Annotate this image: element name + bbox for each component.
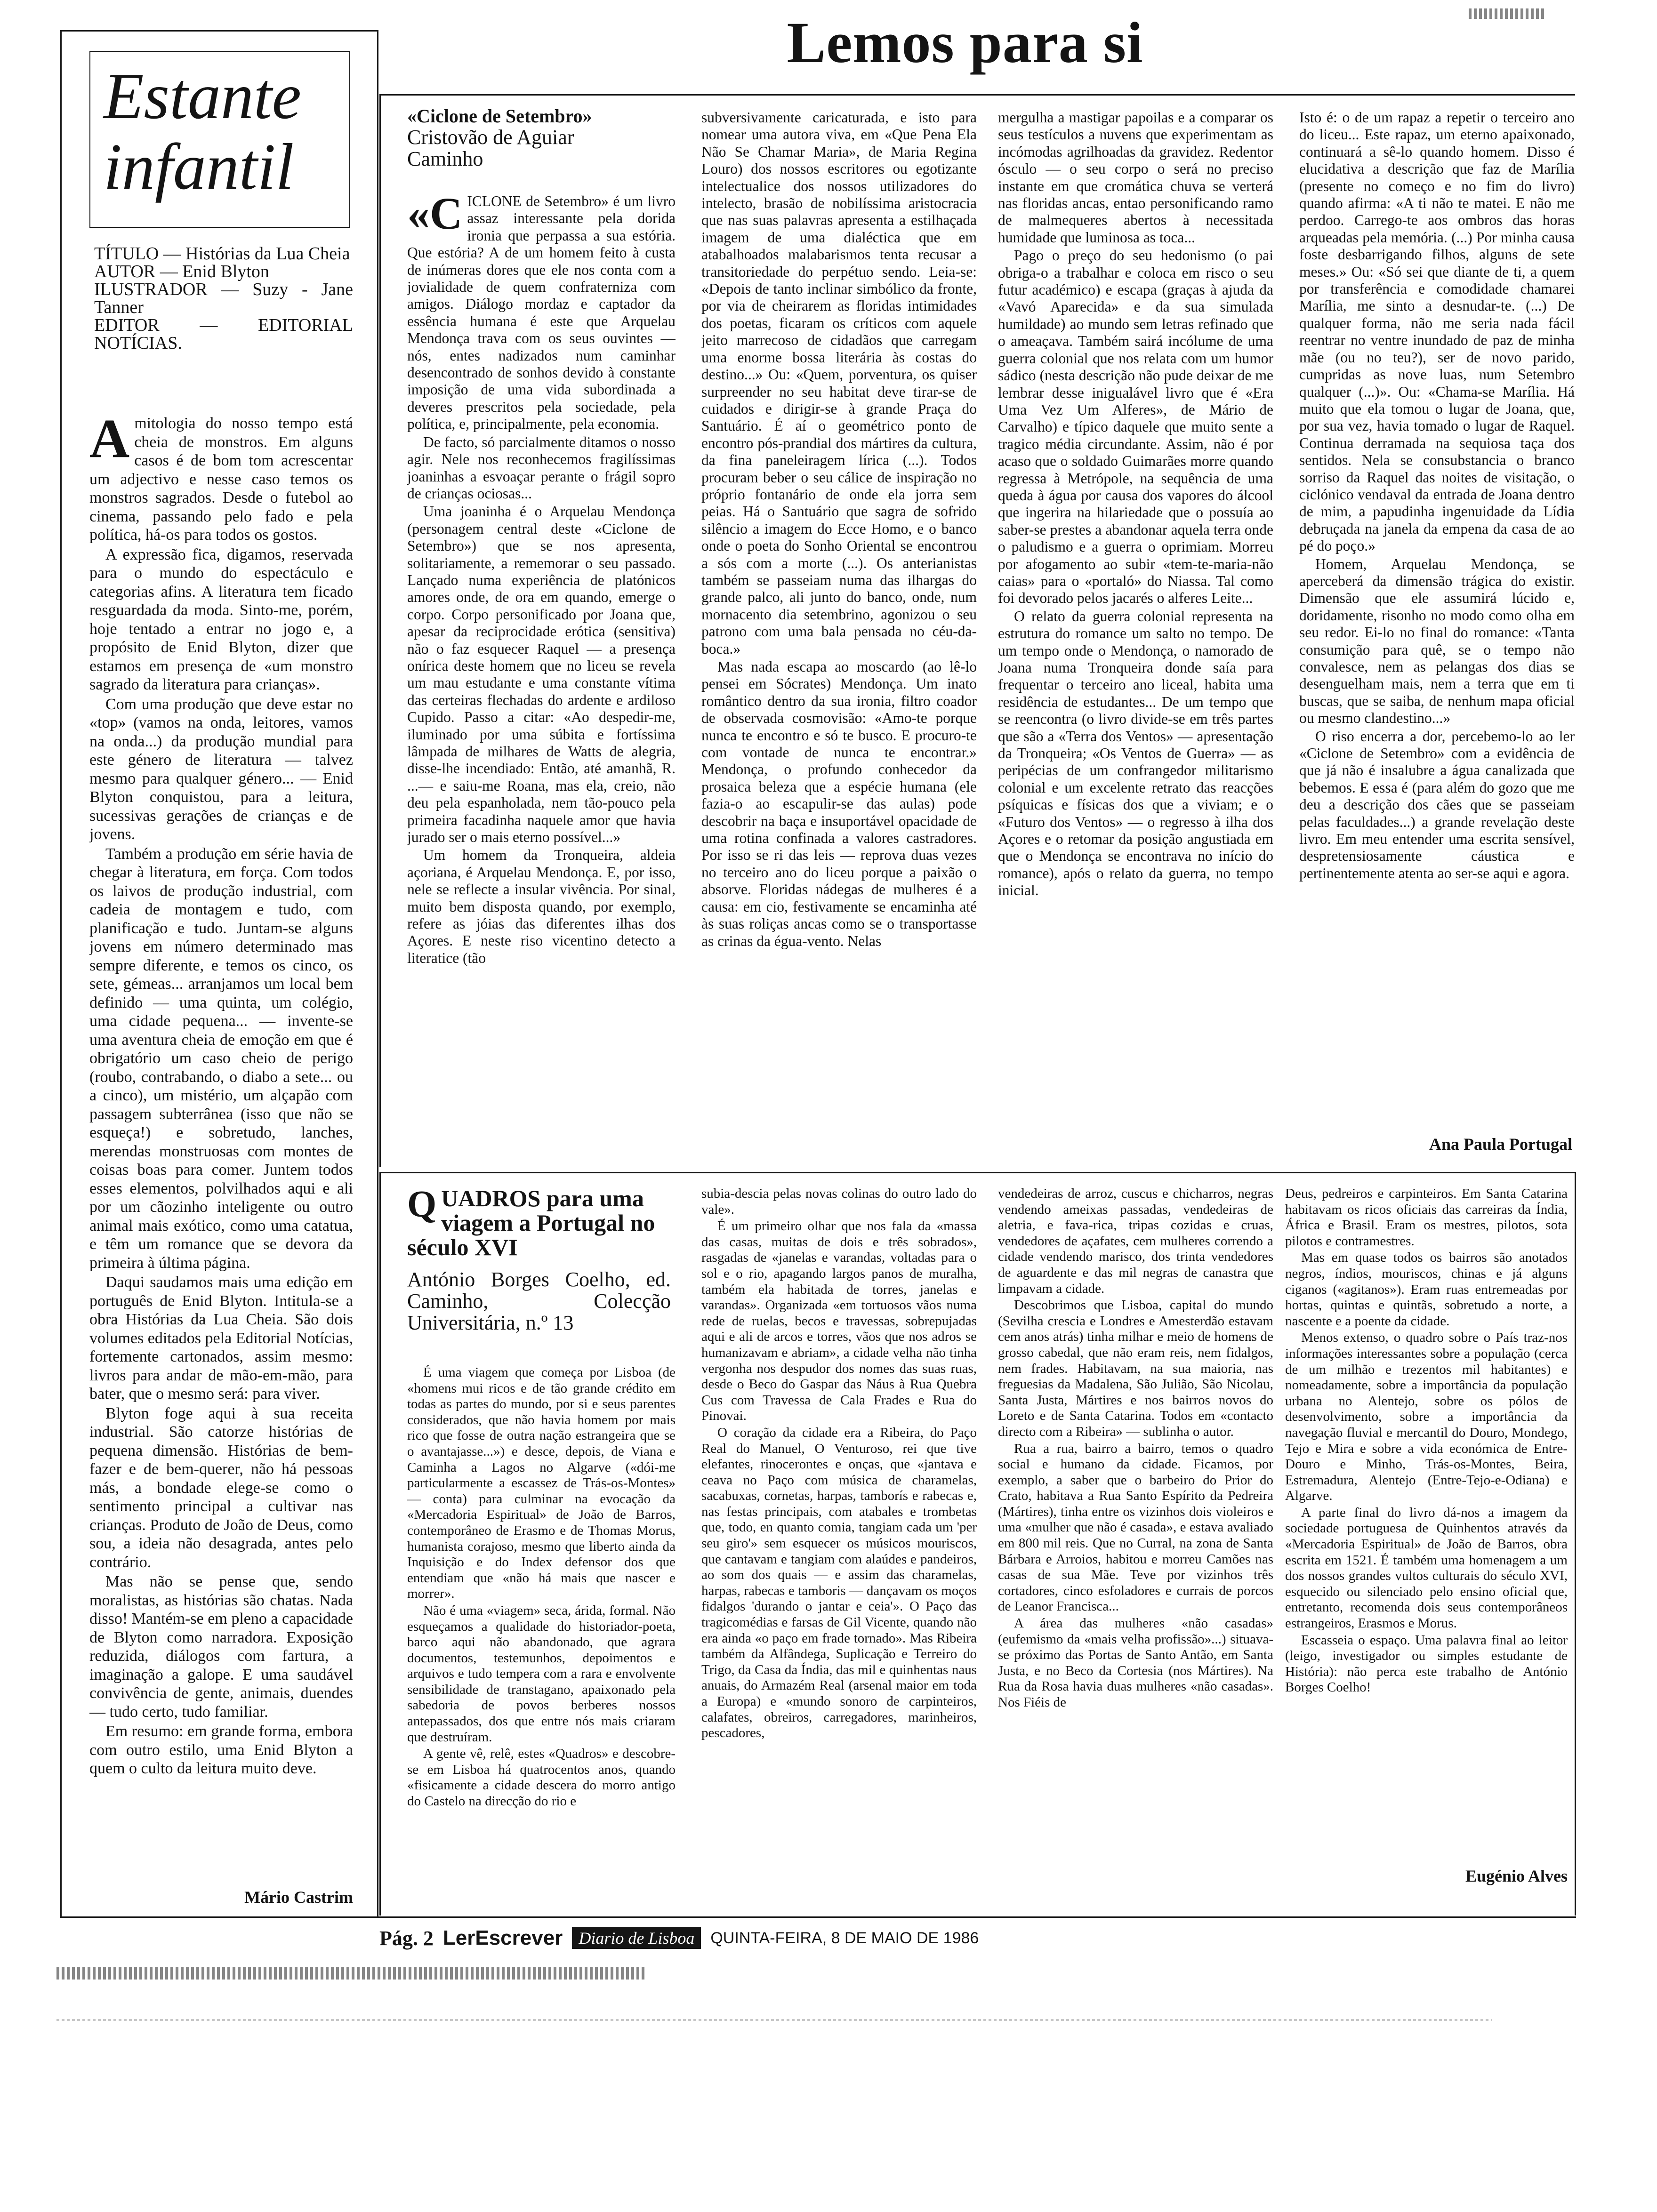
article-paragraph: Isto é: o de um rapaz a repetir o terceiro ano do liceu... Este rapaz, um eterno apaixonado, continuará a sê-lo quando homem. Disso é elucidativa a descrição que faz de Marília (presente no começo e no fim do livro) quando afirma: «A ti não te matei. E não me perdoo. Carrego-te aos ombros das horas arqueadas pela memória. (...) Por minha causa foste desbarrigando filhos, alguns de sete meses.» Ou: «Só sei que diante de ti, a quem por transferência e comodidade chamarei Marília, me sinto a desnudar-te. (...) De qualquer forma, não me seria nada fácil reentrar no ventre inundado de paz de minha mãe (ou no teu?), ser de novo parido, cumpridas as nove luas, num Setembro qualquer (...)». Ou: «Chama-se Marília. Há muito que ela tomou o lugar de Joana, que, por sua vez, havia tomado o lugar de Raquel. Continua derramada na sequiosa taça dos sentidos. Nela se consubstancia o branco sorriso da Raquel das noites de visitação, o ciclónico vendaval da entrada de Joana dentro de mim, a papudinha ingenuidade da Lídia debruçada na janela da empena da casa de ao pé do poço.» [1299, 109, 1575, 554]
author-signature: Mário Castrim [244, 1888, 353, 1907]
book-author-field: AUTOR — Enid Blyton [94, 262, 269, 281]
book-author: Cristovão de Aguiar [407, 126, 574, 149]
section-name: LerEscrever [442, 1926, 563, 1949]
author-signature: Eugénio Alves [1465, 1867, 1568, 1885]
ciclone-column-4 [1299, 109, 1575, 1130]
article-paragraph: Daqui saudamos mais uma edição em português de Enid Blyton. Intitula-se a obra Histórias da Lua Cheia. São dois volumes editados pela Editorial Notícias, fortemente cartonados, assim mesmo: livros para andar de mão-em-mão, para bater, que o mesmo será: para viver. [89, 1274, 353, 1403]
article-paragraph: Também a produção em série havia de chegar à literatura, em força. Com todos os laivos de produção industrial, com cadeia de montagem e tudo, com planificação e tudo. Juntam-se alguns jovens em número determinado mas sempre diferente, e temos os cinco, os sete, gémeas... arranjamos um local bem definido — uma quinta, um colégio, uma cidade pequena... — invente-se uma aventura cheia de emoção em que é obrigatório um caso cheio de perigo (roubo, contrabando, o diabo a sete... ou a cinco), um mistério, um alçapão com passagem subterrânea (isso que não se esqueça!) e sobretudo, lanches, merendas monstruosas com montes de coisas boas para comer. Juntem todos esses elementos, polvilhados aqui e ali por um cãozinho inteligente ou outro animal mais exótico, como uma catatua, e têm um romance que se devora da primeira à última página. [89, 845, 353, 1272]
article-paragraph: mitologia do nosso tempo está cheia de monstros. Em alguns casos é de bom tom acrescentar um adjectivo e nesse caso temos os monstros sagrados. Desde o futebol ao cinema, passando pelo fado e pela política, há-os para todos os gostos. [89, 415, 353, 544]
quadros-heading [407, 1186, 671, 1337]
article-paragraph: Mas em quase todos os bairros são anotados negros, índios, mouriscos, chinas e já alguns ciganos («agitanos»). Eram ruas entremeadas por hortas, quintas e quintãs, sobretudo a norte, a nascente e a poente da cidade. [1285, 1250, 1568, 1329]
article-paragraph: vendedeiras de arroz, cuscus e chicharros, negras vendendo ameixas passadas, vendedeiras de aletria, e fava-rica, tripas cozidas e cruas, vendedores de açafates, cem mulheres correndo a cidade vendendo marisco, dos trinta vendedores de aguardente e das mil negras de canastra que limpavam a cidade. [998, 1186, 1273, 1296]
book-publisher: Caminho [407, 147, 483, 170]
article-paragraph: Rua a rua, bairro a bairro, temos o quadro social e humano da cidade. Ficamos, por exemplo, a saber que o barbeiro do Prior do Crato, habitava a Rua Santo Espírito da Pedreira (Mártires), tinha entre os vizinhos dois violeiros e uma «mulher que não é casada», e estava avaliado em 800 mil reis. Que no Curral, na zona de Santa Bárbara e Arroios, habitou e morreu Camões nas casas de sua Mãe. Teve por vizinhos três cortadores, cinco esfoladores e currais de porcos de Leanor Francisca... [998, 1441, 1273, 1614]
drop-cap: Q [407, 1184, 437, 1225]
issue-date: QUINTA-FEIRA, 8 DE MAIO DE 1986 [710, 1929, 979, 1947]
drop-cap: «C [407, 193, 463, 239]
article-paragraph: A gente vê, relê, estes «Quadros» e descobre-se em Lisboa há quatrocentos anos, quando «fisicamente a cidade descera do morro antigo do Castelo na direcção do rio e [407, 1746, 676, 1809]
article-paragraph: Uma joaninha é o Arquelau Mendonça (personagem central deste «Ciclone de Setembro») que se nos apresenta, solitariamente, a rememorar o seu passado. Lançado numa experiência de platónicos amores onde, de ora em quando, emerge o corpo. Corpo personificado por Joana que, apesar da reciprocidade erótica (sensitiva) não o faz esquecer Raquel — a presença onírica deste homem que no liceu se revela um mau estudante e uma constante vítima das certeiras flechadas do ardente e ardiloso Cupido. Passo a citar: «Ao despedir-me, iluminado por uma súbita e fortíssima lâmpada de milhares de Watts de alegria, disse-lhe incendiado: Então, até amanhã, R. ...— e saiu-me Roana, mas ela, creio, não deu pela espanholada, nem tão-pouco pela primeira facadinha naquele amor que havia jurado ser o mais eterno possível...» [407, 503, 676, 846]
page-headline: Lemos para si [787, 10, 1143, 75]
footer-rule [60, 1916, 1576, 1918]
divider [379, 94, 381, 1167]
drop-cap: A [89, 414, 130, 469]
article-paragraph: Um homem da Tronqueira, aldeia açoriana, é Arquelau Mendonça. E, por isso, nele se reflecte a insular vivência. Por sinal, muito bem disposta quando, por exemplo, refere as jóias das diferentes ilhas dos Açores. E neste riso vicentino detecto a literatice (tão [407, 847, 676, 966]
book-record [94, 245, 353, 400]
divider [379, 1172, 381, 1915]
divider [1575, 1172, 1576, 1915]
article-paragraph: É um primeiro olhar que nos fala da «massa das casas, muitas de dois e três sobrados», rasgadas de «janelas e varandas, voltadas para o sol e o rio, apagando largos panos de muralha, também ela habitada de torres, janelas e varandas». Organizada «em tortuosos vãos numa rede de ruelas, becos e travessas, sobrepujadas aqui e ali de arcos e torres, vãos que nos adros se humanizavam e abriam», a cidade velha não tinha vergonha nos despudor dos nomes das suas ruas, desde o Beco do Gaspar das Náus à Rua Quebra Cus com Travessa de Cala Frades e Rua do Pinovai. [701, 1218, 977, 1424]
ciclone-column-2 [701, 109, 977, 1159]
article-paragraph: Menos extenso, o quadro sobre o País traz-nos informações interessantes sobre a população (cerca de um milhão e trezentos mil habitantes) e nomeadamente, sobre a importância da população urbana no Alentejo, sobre os pólos de desenvolvimento, sobre a importância da navegação fluvial e mercantil do Douro, Mondego, Tejo e Mira e sobre a vida económica de Entre-Douro e Minho, Trás-os-Montes, Beira, Estremadura, Alentejo (Entre-Tejo-e-Odiana) e Algarve. [1285, 1330, 1568, 1504]
book-title: «Ciclone de Setembro» [407, 105, 592, 127]
article-paragraph: Homem, Arquelau Mendonça, se aperceberá da dimensão trágica do existir. Dimensão que ele assumirá lúcido e, doridamente, risonho no modo como olha em seu redor. Ei-lo no final do romance: «Tanta consumição para quê, se o tempo não convalesce, nem as pelangas dos dias se desenguelham mais, nem a terra que em ti buscas, que se saiba, de nenhum mapa oficial ou mesmo clandestino...» [1299, 555, 1575, 727]
ciclone-column-3 [998, 109, 1273, 1159]
quadros-column-4 [1285, 1186, 1568, 1864]
book-details: António Borges Coelho, ed. Caminho, Colecção Universitária, n.º 13 [407, 1268, 671, 1334]
article-paragraph: Em resumo: em grande forma, embora com outro estilo, uma Enid Blyton a quem o culto da leitura muito deve. [89, 1723, 353, 1777]
book-illustrator-field: ILUSTRADOR — Suzy - Jane Tanner [94, 280, 353, 317]
newspaper-masthead: Diario de Lisboa [572, 1927, 701, 1949]
quadros-column-1 [407, 1365, 676, 1906]
article-paragraph: O relato da guerra colonial representa na estrutura do romance um salto no tempo. De um tempo onde o Mendonça, o namorado de Joana numa Tronqueira donde saía para frequentar o terceiro ano liceal, habita uma residência de estudantes... De um tempo que se reencontra (o livro divide-se em três partes que são a «Terra dos Ventos» — apresentação da Tronqueira; «Os Ventos de Guerra» — as peripécias de um confrangedor militarismo colonial e um excelente retrato das reacções psíquicas e físicas dos que a viviam; e o «Futuro dos Ventos» — o regresso à ilha dos Açores e o retomar da posição angustiada em que o Mendonça se encontrava no início do romance), após o relato da guerra, no tempo inicial. [998, 608, 1273, 899]
print-smudge [1469, 8, 1544, 19]
book-title: UADROS para uma viagem a Portugal no século XVI [407, 1185, 655, 1260]
article-paragraph: O riso encerra a dor, percebemo-lo ao ler «Ciclone de Setembro» com a evidência de que já não é insalubre a água canalizada que bebemos. E essa é (para além do gozo que me deu a descrição dos cães que se passeiam pelas faculdades...) a grande revelação deste livro. Em meu entender uma escrita sensível, despretensiosamente cáustica e pertinentemente atenta ao ser-se aqui e agora. [1299, 728, 1575, 882]
article-paragraph: Descobrimos que Lisboa, capital do mundo (Sevilha crescia e Londres e Amesterdão estavam cem anos atrás) tinha milhar e meio de homens de grosso cabedal, que não eram reis, nem fidalgos, nem frades. Habitavam, na sua maioria, nas freguesias da Madalena, São Julião, São Nicolau, Santa Justa, Mártires e nos bairros novos do Loreto e de Santa Catarina. Todos em «contacto directo com a Ribeira» — sublinha o autor. [998, 1298, 1273, 1439]
article-paragraph: A expressão fica, digamos, reservada para o mundo do espectáculo e categorias afins. A literatura tem ficado resguardada da moda. Sinto-me, porém, hoje tentado a entrar no jogo e, a propósito de Enid Blyton, dizer que estamos em presença de «um monstro sagrado da literatura para crianças». [89, 545, 353, 693]
article-paragraph: Com uma produção que deve estar no «top» (vamos na onda, leitores, vamos na onda...) da produção mundial para este género de literatura — talvez mesmo para qualquer género... — Enid Blyton conquistou, para a leitura, sucessivas gerações de crianças e de jovens. [89, 695, 353, 843]
section-title: Estante infantil [104, 60, 301, 203]
book-title-field: TÍTULO — Histórias da Lua Cheia [94, 244, 350, 264]
quadros-column-2 [701, 1186, 977, 1906]
article-paragraph: Mas não se pense que, sendo moralistas, as histórias são chatas. Nada disso! Mantém-se em pleno a capacidade de Blyton como narradora. Exposição reduzida, diálogos com fartura, a imaginação a galope. E uma saudável convivência de gente, animais, duendes — tudo certo, tudo familiar. [89, 1573, 353, 1721]
article-paragraph: Pago o preço do seu hedonismo (o pai obriga-o a trabalhar e coloca em risco o seu futur académico) e escapa (graças à ajuda da «Vavó Aparecida» e da sua simulada humildade) ao mundo sem letras refinado que o ameaçava. Também sairá incólume de uma guerra colonial que nos relata com um humor sádico (nesta descrição não pude deixar de me lembrar desse inigualável livro que é «Era Uma Vez Um Alferes», de Mário de Carvalho) e típico daquele que muito sente a tragico média circundante. Assim, não é por acaso que o soldado Guimarães morre quando regressa à Metrópole, na sequência de uma queda à água por causa dos vapores do álcool que ingerira na hilariedade que o possuía ao saber-se prestes a abandonar aquela terra onde o paludismo e a guerra o oprimiam. Morreu por afogamento ao subir «tem-te-maria-não caias» para o «portaló» do Niassa. Tal como foi devorado pelos jacarés o alferes Leite... [998, 247, 1273, 607]
article-paragraph: De facto, só parcialmente ditamos o nosso agir. Nele nos reconhecemos fragilíssimas joaninhas a esvoaçar perante o frágil sopro de crianças ociosas... [407, 433, 676, 502]
estante-article-body [89, 414, 353, 1873]
article-paragraph: ICLONE de Setembro» é um livro assaz interessante pela dorida ironia que perpassa a sua estória. Que estória? A de um homem feito à custa de inúmeras dores que ele nos conta com a jovialidade de quem confraterniza com amigos. Diálogo mordaz e captador da essência humana é este que Arquelau Mendonça trava com os seus ouvintes — nós, entes nadizados num caminhar desencontrado de sonhos devido à constante imposição de uma vida subordinada a deveres prescritos pela sociedade, pela política, e, principalmente, pela economia. [407, 193, 676, 433]
article-paragraph: Deus, pedreiros e carpinteiros. Em Santa Catarina habitavam os ricos oficiais das carreiras da Índia, África e Brasil. Eram os mestres, pilotos, sota pilotos e contramestres. [1285, 1186, 1568, 1249]
author-signature: Ana Paula Portugal [1429, 1135, 1572, 1154]
scan-artifact [56, 1967, 645, 1980]
article-paragraph: Não é uma «viagem» seca, árida, formal. Não esqueçamos a qualidade do historiador-poeta, barco aqui não abandonado, que agrara documentos, testemunhos, depoimentos e arquivos e tudo tempera com a rara e envolvente sensibilidade de transtagano, apaixonado pela sabedoria de povos berberes nossos antepassados, dos que entre nós mais criaram que destruíram. [407, 1603, 676, 1745]
article-paragraph: subversivamente caricaturada, e isto para nomear uma autora viva, em «Que Pena Ela Não Se Chamar Maria», de Maria Regina Louro) dos nossos escritores ou egotizante intelectualice dos nossos utilizadores do intelecto, brasão de nobilíssima aristocracia que nas suas palavras apresenta a estilhaçada imagem de uma dialéctica que em atabalhoados malabarismos tenta recusar a transitoriedade do perpétuo sendo. Leia-se: «Depois de tanto inclinar simbólico da fronte, por via de cheirarem as floridas intimidades dos poetas, ficaram os críticos com aquele jeito marrecoso de cidadãos que carregam uma enorme bossa literária às costas do destino...» Ou: «Quem, porventura, os quiser surpreender no seu habitat deve tirar-se de cuidados e dirigir-se à grande Praça do Santuário. É aí o geométrico ponto de encontro pós-prandial dos mártires da cultura, da fina paneleiragem lírica (...). Todos procuram beber o seu cálice de inspiração no próprio fontanário de onde ela jorra sem peias. Há o Santuário que sagra de sofrido silêncio a imagem do Ecce Homo, e o banco onde o poeta do Sonho Oriental se encontrou a sós com a morte (...). Os anterianistas também se passeiam numa das ilhargas do grande palco, ali junto do banco, onde, num mornacento dia setembrino, agonizou o seu patrono com uma bala pensada no céu-da-boca.» [701, 109, 977, 657]
section-rule [379, 1172, 1575, 1173]
article-paragraph: É uma viagem que começa por Lisboa (de «homens mui ricos e de tão grande crédito em todas as partes do mundo, por si e seus parentes considerados, que não havia homem por mais rico que fosse de outra nação estrangeira que se o avantajasse...») e desce, depois, de Viana e Caminha a Lagos no Algarve («dói-me particularmente a escassez de Trás-os-Montes» — conta) para culminar na evocação da «Mercadoria Espiritual» de João de Barros, contemporâneo de Erasmo e de Thomas Morus, humanista corajoso, mesmo que liberto ainda da Inquisição e do Index defensor dos que entendiam que «não há mais que nascer e morrer». [407, 1365, 676, 1602]
article-paragraph: Escasseia o espaço. Uma palavra final ao leitor (leigo, investigador ou simples estudante de História): não perca este trabalho de António Borges Coelho! [1285, 1632, 1568, 1695]
article-paragraph: Mas nada escapa ao moscardo (ao lê-lo pensei em Sócrates) Mendonça. Um inato romântico dentro da sua ironia, filtro coador de observada cosmovisão: «Amo-te porque nunca te encontro e só te busco. E procuro-te com vontade de nunca te encontrar.» Mendonça, o profundo conhecedor da prosaica beleza que a espécie humana (ele fazia-o ao escapulir-se das aulas) pode descobrir na baça e insuportável opacidade de uma rotina confinada a valores castradores. Por isso se ri das leis — reprova duas vezes no terceiro ano do liceu porque a paixão o absorve. Floridas nádegas de mulheres é a causa: em cio, festivamente se encaminha até às suas roliças ancas como se o transportasse as crinas da égua-vento. Nelas [701, 658, 977, 949]
book-publisher-field: EDITOR — EDITORIAL NOTÍCIAS. [94, 315, 353, 353]
footer [379, 1924, 1556, 1952]
scan-artifact [56, 2019, 1492, 2021]
article-paragraph: A parte final do livro dá-nos a imagem da sociedade portuguesa de Quinhentos através da «Mercadoria Espiritual» de João de Barros, obra escrita em 1521. É também uma homenagem a um dos nossos grandes vultos culturais do século XVI, esquecido ou silenciado pelo ensino oficial que, entretanto, recomenda dois seus contemporâneos estrangeiros, Erasmos e Morus. [1285, 1505, 1568, 1631]
article-paragraph: mergulha a mastigar papoilas e a comparar os seus testículos a nuvens que experimentam as incómodas agrilhoadas da gravidez. Redentor ósculo — o seu corpo o será no preciso instante em que cromática chuva se verterá nas floridas ancas, entao personificando ramo de malmequeres abertos à necessitada humidade que luminosa as toca... [998, 109, 1273, 246]
article-paragraph: O coração da cidade era a Ribeira, do Paço Real do Manuel, O Venturoso, rei que tive elefantes, rinocerontes e onças, que «jantava e ceava no Paço com música de charamelas, sacabuxas, cornetas, harpas, tamborís e rabecas e, nas festas principais, com atabales e trombetas que, todo, en quanto comia, tangiam cada um 'per seu giro'» sem esquecer os músicos mouriscos, que cantavam e tangiam com alaúdes e pandeiros, ao som dos quais — e assim das charamelas, harpas, rabecas e tamboris — dançavam os moços fidalgos 'durando o jantar e ceia'». O Paço das tragicomédias e farsas de Gil Vicente, quando não era ainda «o paço em frade tornado». Mas Ribeira também da Alfândega, Suplicação e Terreiro do Trigo, da Casa da Índia, das mil e quinhentas naus anuais, do Armazém Real (arsenal maior em toda a Europa) e «mundo sonoro de carpinteiros, calafates, obreiros, carregadores, marinheiros, pescadores, [701, 1425, 977, 1741]
ciclone-column-1 [407, 193, 676, 1158]
page-number: Pág. 2 [379, 1926, 434, 1950]
top-rule [379, 94, 1575, 96]
article-paragraph: Blyton foge aqui à sua receita industrial. São catorze histórias de pequena dimensão. Histórias de bem-fazer e de bem-querer, não há pessoas más, a bondade elege-se como o sentimento principal a cultivar nas crianças. Produto de João de Deus, como sou, a ideia não desagrada, antes pelo contrário. [89, 1404, 353, 1571]
quadros-column-3 [998, 1186, 1273, 1906]
article-paragraph: subia-descia pelas novas colinas do outro lado do vale». [701, 1186, 977, 1217]
article-paragraph: A área das mulheres «não casadas» (eufemismo da «mais velha profissão»...) situava-se próximo das Portas de Santo Antão, em Santa Justa, e no Beco da Cortesia (nos Mártires). Na Rua da Rosa havia duas mulheres «não casadas». Nos Fiéis de [998, 1616, 1273, 1710]
